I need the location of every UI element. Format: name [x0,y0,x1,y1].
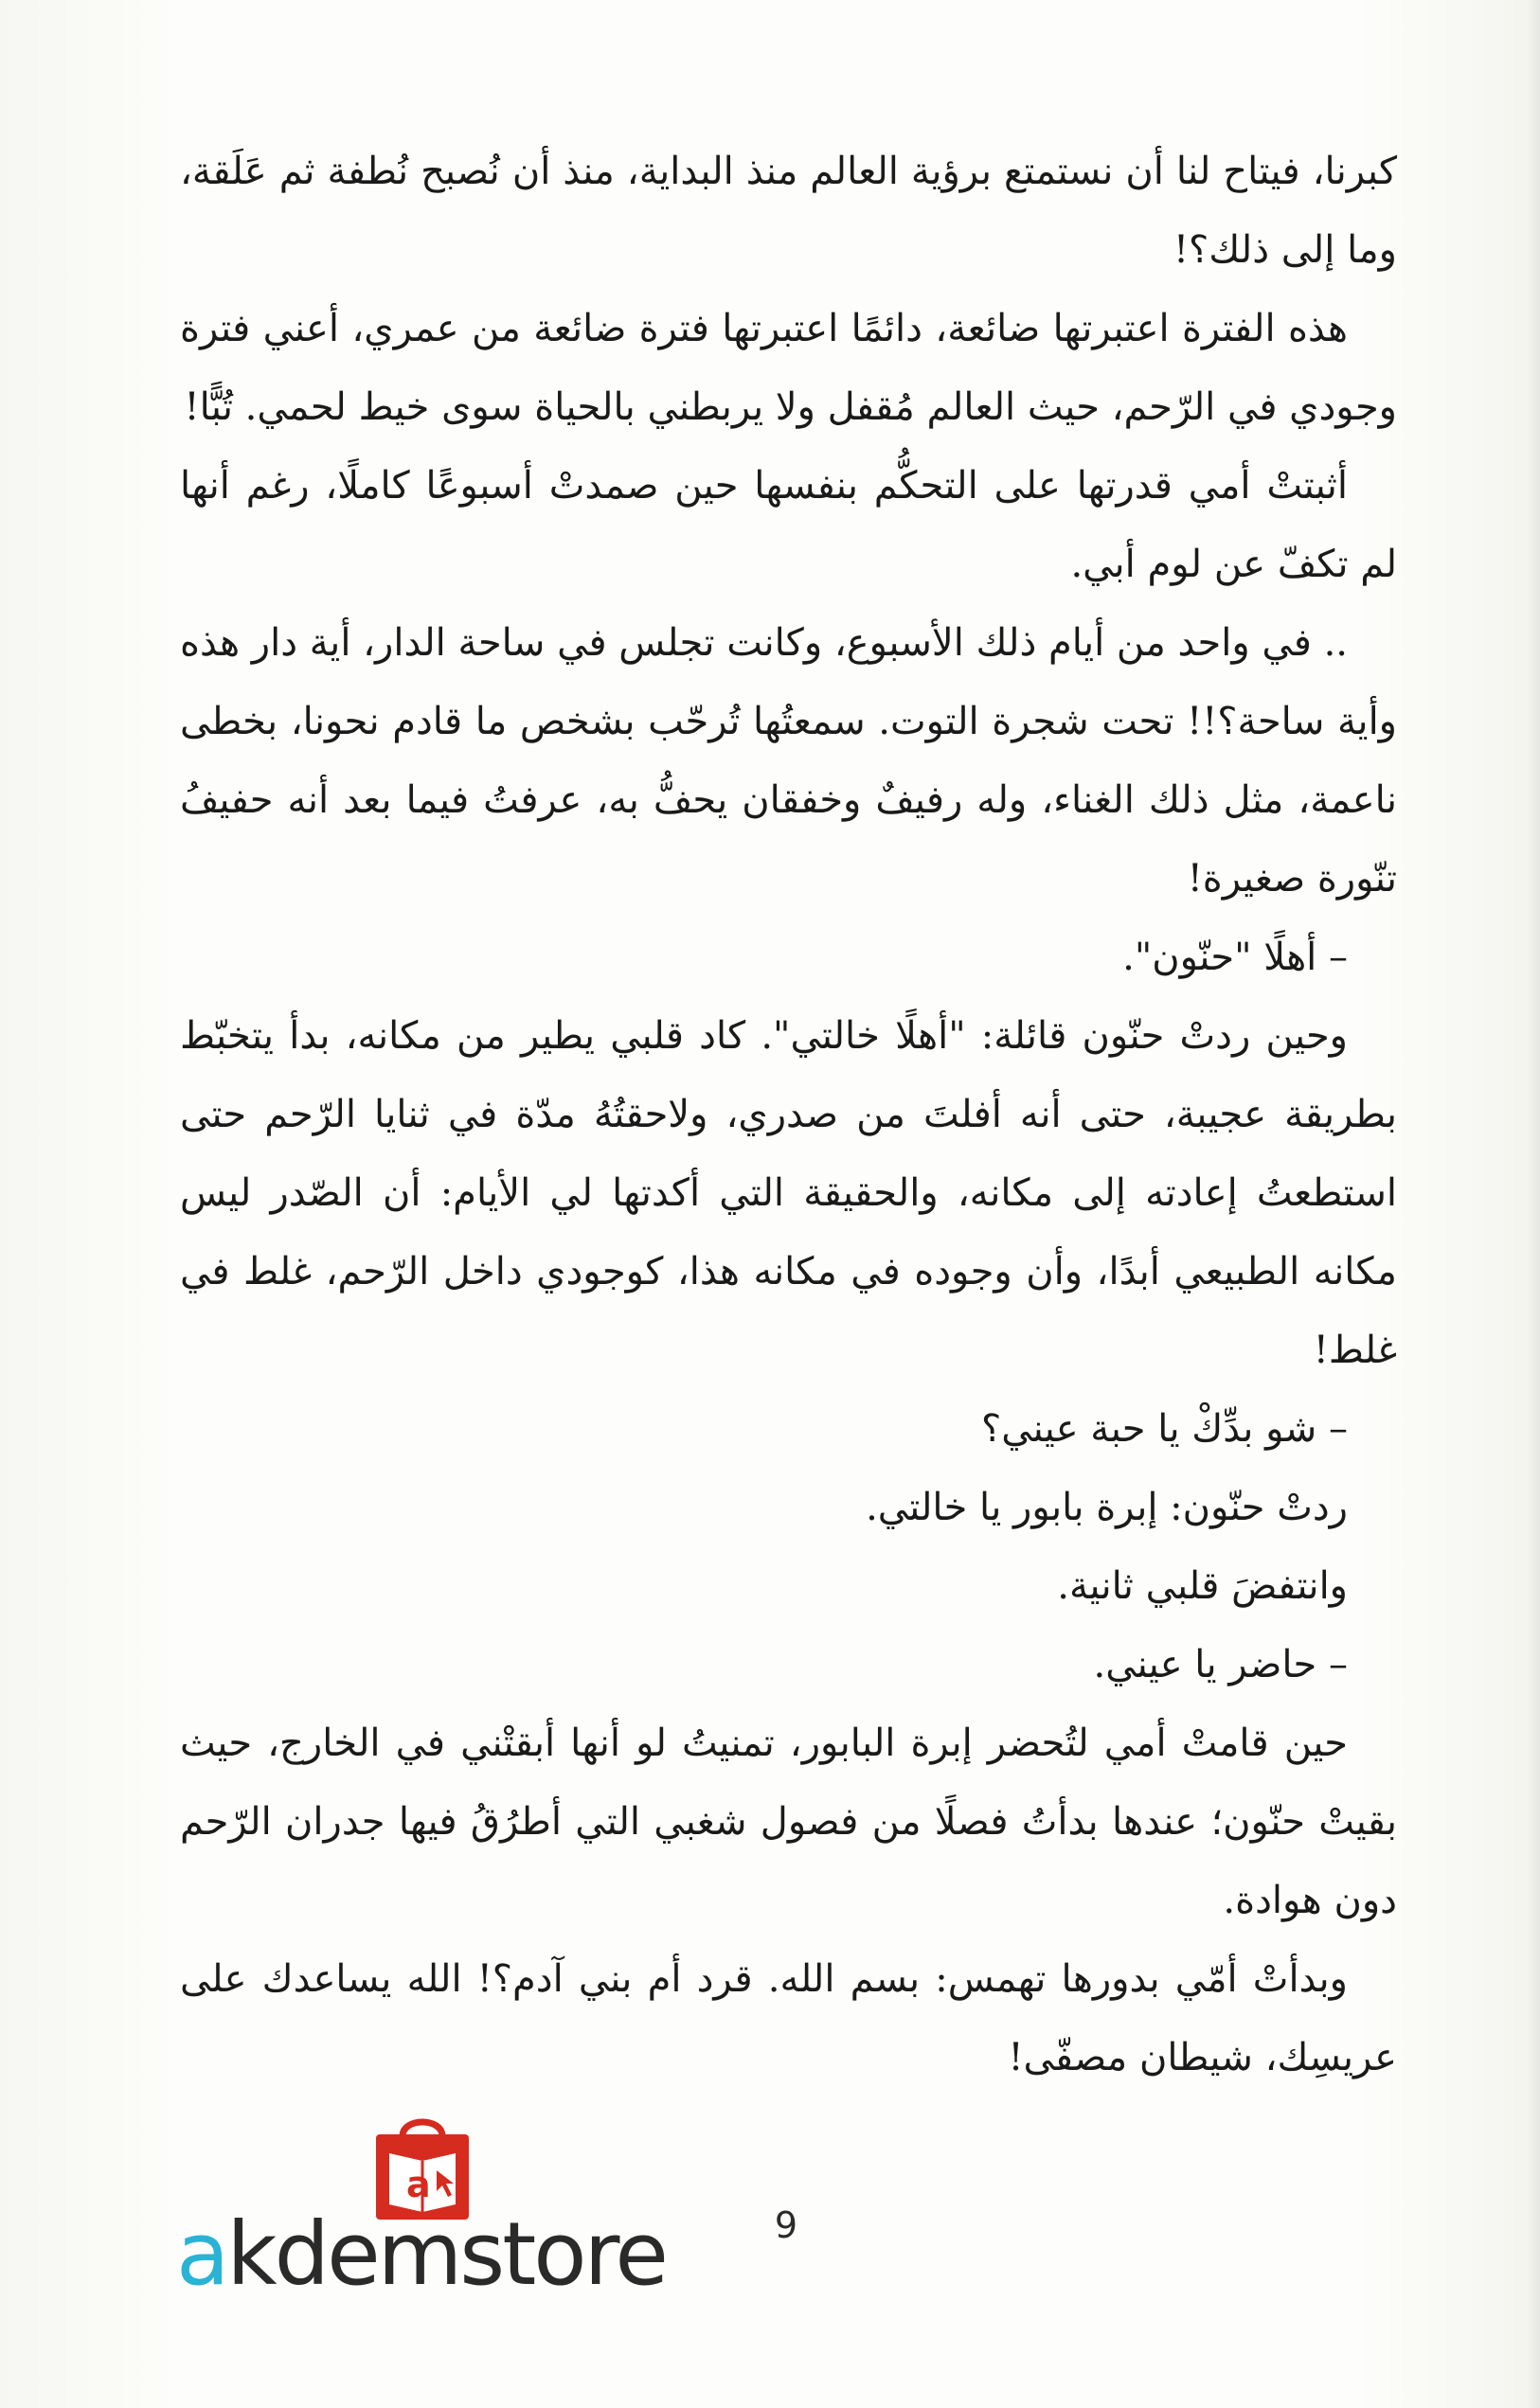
akdemstore-logo [176,2112,669,2305]
svg-text:a: a [406,2164,431,2205]
paragraph: أثبتتْ أمي قدرتها على التحكُّم بنفسها حين صمدتْ أسبوعًا كاملًا، رغم أنها لم تكفّ عن لوم أبي. [180,464,1397,586]
logo-wordmark [176,2203,669,2307]
paragraph: هذه الفترة اعتبرتها ضائعة، دائمًا اعتبرتها فترة ضائعة من عمري، أعني فترة وجودي في الرّحم، حيث العالم مُقفل ولا يربطني بالحياة سوى خيط لحمي. تُبًّا! [180,307,1397,429]
dialog-line: – حاضر يا عيني. [1093,1643,1348,1686]
paragraph: وحين ردتْ حنّون قائلة: "أهلًا خالتي". كاد قلبي يطير من مكانه، بدأ يتخبّط بطريقة عجيبة، حتى أنه أفلتَ من صدري، ولاحقتُهُ مدّة في ثنايا الرّحم حتى استطعتُ إعادته إلى مكانه، والحقيقة التي أكدتها لي الأيام: أن الصّدر ليس مكانه الطبيعي أبدًا، وأن وجوده في مكانه هذا، كوجودي داخل الرّحم، غلط في غلط! [180,1014,1397,1372]
dialog-line: – شو بدِّكْ يا حبة عيني؟ [981,1407,1348,1451]
logo-wordmark-prefix: a [176,2203,227,2305]
paragraph: كبرنا، فيتاح لنا أن نستمتع برؤية العالم منذ البداية، منذ أن نُصبح نُطفة ثم عَلَقة، وما إلى ذلك؟! [180,150,1397,272]
dialog-line: ردتْ حنّون: إبرة بابور يا خالتي. [866,1486,1348,1529]
logo-wordmark-rest: kdemstore [226,2203,666,2305]
dialog-line: وانتفضَ قلبي ثانية. [1057,1564,1348,1608]
paragraph: وبدأتْ أمّي بدورها تهمس: بسم الله. قرد أم بني آدم؟! الله يساعدك على عريسِك، شيطان مصفّى! [180,1957,1397,2079]
page-number: 9 [774,2204,798,2246]
paragraph: .. في واحد من أيام ذلك الأسبوع، وكانت تجلس في ساحة الدار، أية دار هذه وأية ساحة؟!! تحت شجرة التوت. سمعتُها تُرحّب بشخص ما قادم نحونا، بخطى ناعمة، مثل ذلك الغناء، وله رفيفٌ وخفقان يحفُّ به، عرفتُ فيما بعد أنه حفيفُ تنّورة صغيرة! [180,621,1397,901]
dialog-line: – أهلًا "حنّون". [1122,936,1348,979]
body-text [180,133,1397,2097]
page-edge-shadow [1527,0,1540,2408]
paragraph: حين قامتْ أمي لتُحضر إبرة البابور، تمنيتُ لو أنها أبقتْني في الخارج، حيث بقيتْ حنّون؛ عندها بدأتُ فصلًا من فصول شغبي التي أطرُقُ فيها جدران الرّحم دون هوادة. [180,1721,1397,1922]
